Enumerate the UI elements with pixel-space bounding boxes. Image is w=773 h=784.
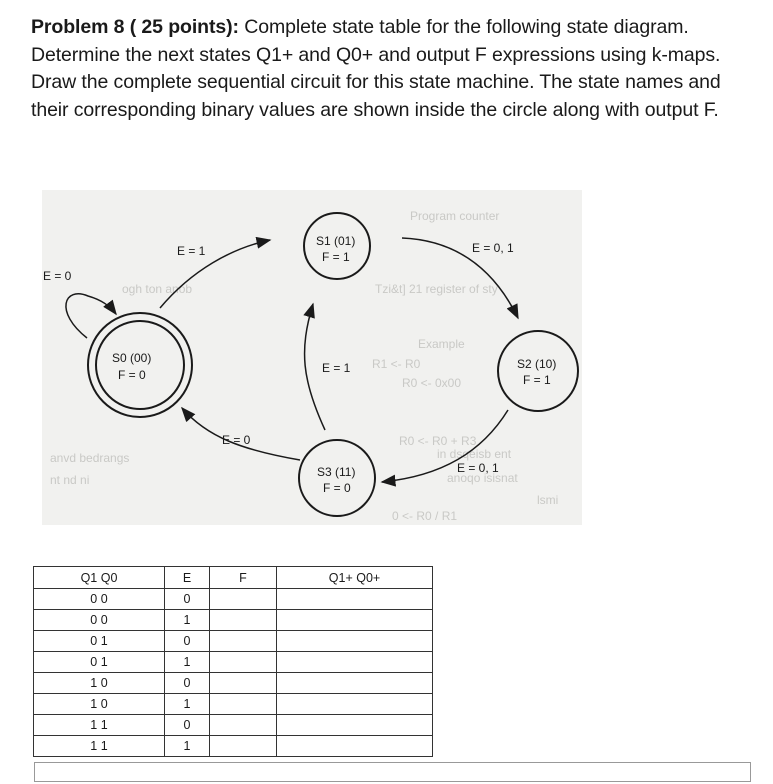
- problem-body: Complete state table for the following state diagram. Determine the next states Q1+ and Q0+ and output F expressions using k-maps. Draw the complete sequential circuit for this state machine. The state names and their corresponding binary values are shown inside the circle along with output F.: [31, 16, 721, 121]
- state-s2: [498, 331, 578, 411]
- cell-q1q0: 1 1: [34, 736, 165, 757]
- state-s2-name: S2 (10): [517, 357, 557, 371]
- state-s1-output: F = 1: [322, 250, 350, 264]
- label-s1-to-s2: E = 0, 1: [472, 241, 514, 255]
- cell-e: 1: [165, 652, 210, 673]
- state-s0-output: F = 0: [118, 368, 146, 382]
- cell-next-state[interactable]: [277, 589, 433, 610]
- cell-f[interactable]: [210, 589, 277, 610]
- label-s3-to-s0: E = 0: [222, 433, 251, 447]
- cell-q1q0: 1 0: [34, 673, 165, 694]
- state-s2-output: F = 1: [523, 373, 551, 387]
- svg-text:Tzi&t] 21 register of sty: Tzi&t] 21 register of sty: [375, 282, 498, 296]
- table-header-row: [34, 567, 433, 589]
- label-s2-to-s3: E = 0, 1: [457, 461, 499, 475]
- svg-text:nt nd ni: nt nd ni: [50, 473, 90, 487]
- svg-text:R0 <- R0 + R3: R0 <- R0 + R3: [399, 434, 477, 448]
- header-f: F: [210, 567, 277, 589]
- self-loop-s0: [66, 294, 116, 338]
- table-row: [34, 631, 433, 652]
- state-s1: [304, 213, 370, 279]
- state-s3: [299, 440, 375, 516]
- table-row: [34, 673, 433, 694]
- state-s3-name: S3 (11): [317, 465, 356, 479]
- svg-text:lsmi: lsmi: [537, 493, 559, 507]
- cell-e: 1: [165, 694, 210, 715]
- cell-next-state[interactable]: [277, 694, 433, 715]
- cell-q1q0: 1 0: [34, 694, 165, 715]
- answer-input-box[interactable]: [34, 762, 751, 782]
- state-s0-name: S0 (00): [112, 351, 152, 365]
- cell-next-state[interactable]: [277, 736, 433, 757]
- cell-e: 0: [165, 715, 210, 736]
- cell-e: 0: [165, 673, 210, 694]
- cell-q1q0: 0 0: [34, 589, 165, 610]
- svg-text:Program counter: Program counter: [410, 209, 500, 223]
- cell-next-state[interactable]: [277, 631, 433, 652]
- label-s0-to-s1: E = 1: [177, 244, 206, 258]
- cell-e: 0: [165, 631, 210, 652]
- cell-next-state[interactable]: [277, 610, 433, 631]
- cell-q1q0: 1 1: [34, 715, 165, 736]
- cell-q1q0: 0 1: [34, 652, 165, 673]
- header-q1q0: Q1 Q0: [34, 567, 165, 589]
- state-diagram: [42, 190, 582, 525]
- svg-text:R1 <- R0: R1 <- R0: [372, 357, 421, 371]
- svg-text:anvd bedrangs: anvd bedrangs: [50, 451, 130, 465]
- state-s1-name: S1 (01): [316, 234, 356, 248]
- table-row: [34, 610, 433, 631]
- label-s3-to-s1: E = 1: [322, 361, 351, 375]
- cell-f[interactable]: [210, 652, 277, 673]
- cell-next-state[interactable]: [277, 652, 433, 673]
- state-s0: [88, 313, 192, 417]
- table-row: [34, 652, 433, 673]
- svg-text:Example: Example: [418, 337, 465, 351]
- cell-next-state[interactable]: [277, 673, 433, 694]
- cell-f[interactable]: [210, 694, 277, 715]
- cell-f[interactable]: [210, 610, 277, 631]
- cell-next-state[interactable]: [277, 715, 433, 736]
- table-row: [34, 694, 433, 715]
- cell-e: 0: [165, 589, 210, 610]
- problem-heading: Problem 8 ( 25 points):: [31, 16, 239, 38]
- table-row: [34, 736, 433, 757]
- cell-e: 1: [165, 736, 210, 757]
- cell-f[interactable]: [210, 631, 277, 652]
- svg-text:anoqo isisnat: anoqo isisnat: [447, 471, 518, 485]
- cell-e: 1: [165, 610, 210, 631]
- svg-text:0 <- R0 / R1: 0 <- R0 / R1: [392, 509, 458, 523]
- state-table: [33, 566, 433, 757]
- table-row: [34, 589, 433, 610]
- table-row: [34, 715, 433, 736]
- svg-text:ogh ton anob: ogh ton anob: [122, 282, 193, 296]
- cell-f[interactable]: [210, 673, 277, 694]
- problem-statement: [31, 14, 751, 124]
- cell-q1q0: 0 1: [34, 631, 165, 652]
- svg-text:R0 <- 0x00: R0 <- 0x00: [402, 376, 462, 390]
- svg-text:in dsqeisb ent: in dsqeisb ent: [437, 447, 512, 461]
- cell-f[interactable]: [210, 736, 277, 757]
- cell-f[interactable]: [210, 715, 277, 736]
- state-s3-output: F = 0: [323, 481, 351, 495]
- header-next-state: Q1+ Q0+: [277, 567, 433, 589]
- cell-q1q0: 0 0: [34, 610, 165, 631]
- label-s0-self: E = 0: [43, 269, 72, 283]
- header-e: E: [165, 567, 210, 589]
